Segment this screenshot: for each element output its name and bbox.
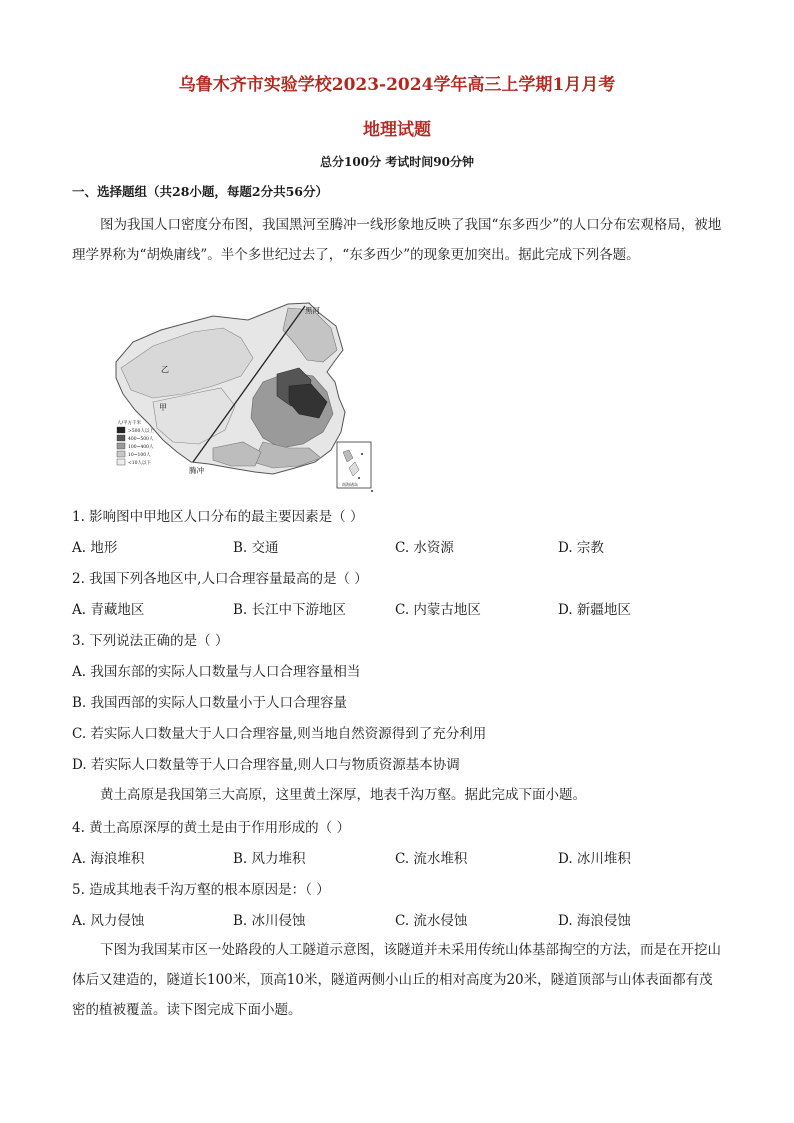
q4-option-a[interactable]: A. 海浪堆积 — [72, 851, 145, 867]
q3-option-d[interactable]: D. 若实际人口数量等于人口合理容量,则人口与物质资源基本协调 — [72, 757, 460, 773]
q1-option-c[interactable]: C. 水资源 — [395, 540, 454, 556]
legend-item-4: 10~100人 — [128, 453, 151, 458]
section-heading: 一、选择题组（共28小题，每题2分共56分） — [72, 184, 328, 199]
q4-option-c[interactable]: C. 流水堆积 — [395, 851, 468, 867]
q5-option-a[interactable]: A. 风力侵蚀 — [72, 913, 145, 929]
question-4: 4. 黄土高原深厚的黄土是由于作用形成的（ ） — [72, 820, 350, 836]
south-china-sea-inset — [337, 442, 371, 488]
question-1: 1. 影响图中甲地区人口分布的最主要因素是（ ） — [72, 509, 364, 525]
q1-option-a[interactable]: A. 地形 — [72, 540, 118, 556]
exam-title: 乌鲁木齐市实验学校2023-2024学年高三上学期1月月考 — [178, 75, 616, 95]
q5-option-d[interactable]: D. 海浪侵蚀 — [558, 913, 631, 929]
svg-text:南海诸岛: 南海诸岛 — [342, 482, 358, 487]
label-heihe: 黑河 — [305, 306, 320, 315]
legend-item-1: >500人以上 — [128, 429, 154, 434]
exam-subject-title: 地理试题 — [363, 120, 431, 140]
q1-option-b[interactable]: B. 交通 — [233, 540, 279, 556]
q2-option-a[interactable]: A. 青藏地区 — [72, 602, 145, 618]
map-legend — [117, 419, 154, 466]
question-5: 5. 造成其地表千沟万壑的根本原因是：（ ） — [72, 882, 330, 898]
q3-option-a[interactable]: A. 我国东部的实际人口数量与人口合理容量相当 — [72, 664, 361, 680]
q2-option-c[interactable]: C. 内蒙古地区 — [395, 602, 481, 618]
exam-meta: 总分100分 考试时间90分钟 — [320, 155, 474, 169]
question-2: 2. 我国下列各地区中,人口合理容量最高的是（ ） — [72, 571, 368, 587]
intro-paragraph-2: 黄土高原是我国第三大高原，这里黄土深厚，地表千沟万壑。据此完成下面小题。 — [100, 787, 586, 803]
intro-paragraph-1: 图为我国人口密度分布图，我国黑河至腾冲一线形象地反映了我国“东多西少”的人口分布宏观格局，被地理学界称为“胡焕庸线”。半个多世纪过去了，“东多西少”的现象更加突出。据此完成下列各题。 — [72, 217, 722, 263]
population-density-map — [113, 302, 375, 492]
question-4-options — [72, 847, 722, 867]
question-2-options — [72, 598, 722, 618]
question-1-options — [72, 536, 722, 556]
q4-option-d[interactable]: D. 冰川堆积 — [558, 851, 631, 867]
legend-item-5: <10人以下 — [128, 461, 151, 466]
q5-option-b[interactable]: B. 冰川侵蚀 — [233, 913, 306, 929]
label-jia: 甲 — [159, 403, 167, 412]
q2-option-d[interactable]: D. 新疆地区 — [558, 602, 631, 618]
q5-option-c[interactable]: C. 流水侵蚀 — [395, 913, 468, 929]
q3-option-b[interactable]: B. 我国西部的实际人口数量小于人口合理容量 — [72, 695, 348, 711]
label-yi: 乙 — [161, 365, 169, 374]
svg-text:人/平方千米: 人/平方千米 — [117, 421, 142, 426]
q1-option-d[interactable]: D. 宗教 — [558, 540, 604, 556]
q4-option-b[interactable]: B. 风力堆积 — [233, 851, 306, 867]
label-tengchong: 腾冲 — [189, 466, 204, 475]
legend-item-3: 100~400人 — [128, 445, 154, 450]
q2-option-b[interactable]: B. 长江中下游地区 — [233, 602, 347, 618]
q3-option-c[interactable]: C. 若实际人口数量大于人口合理容量,则当地自然资源得到了充分利用 — [72, 726, 487, 742]
question-5-options — [72, 909, 722, 929]
question-3: 3. 下列说法正确的是（ ） — [72, 633, 229, 649]
intro-paragraph-3: 下图为我国某市区一处路段的人工隧道示意图，该隧道并未采用传统山体基部掏空的方法，而是在开挖山体后又建造的，隧道长100米，顶高10米，隧道两侧小山丘的相对高度为20米，隧道顶部与山体表面都有茂密的植被覆盖。读下图完成下面小题。 — [72, 942, 721, 1018]
legend-item-2: 400~500人 — [128, 437, 154, 442]
